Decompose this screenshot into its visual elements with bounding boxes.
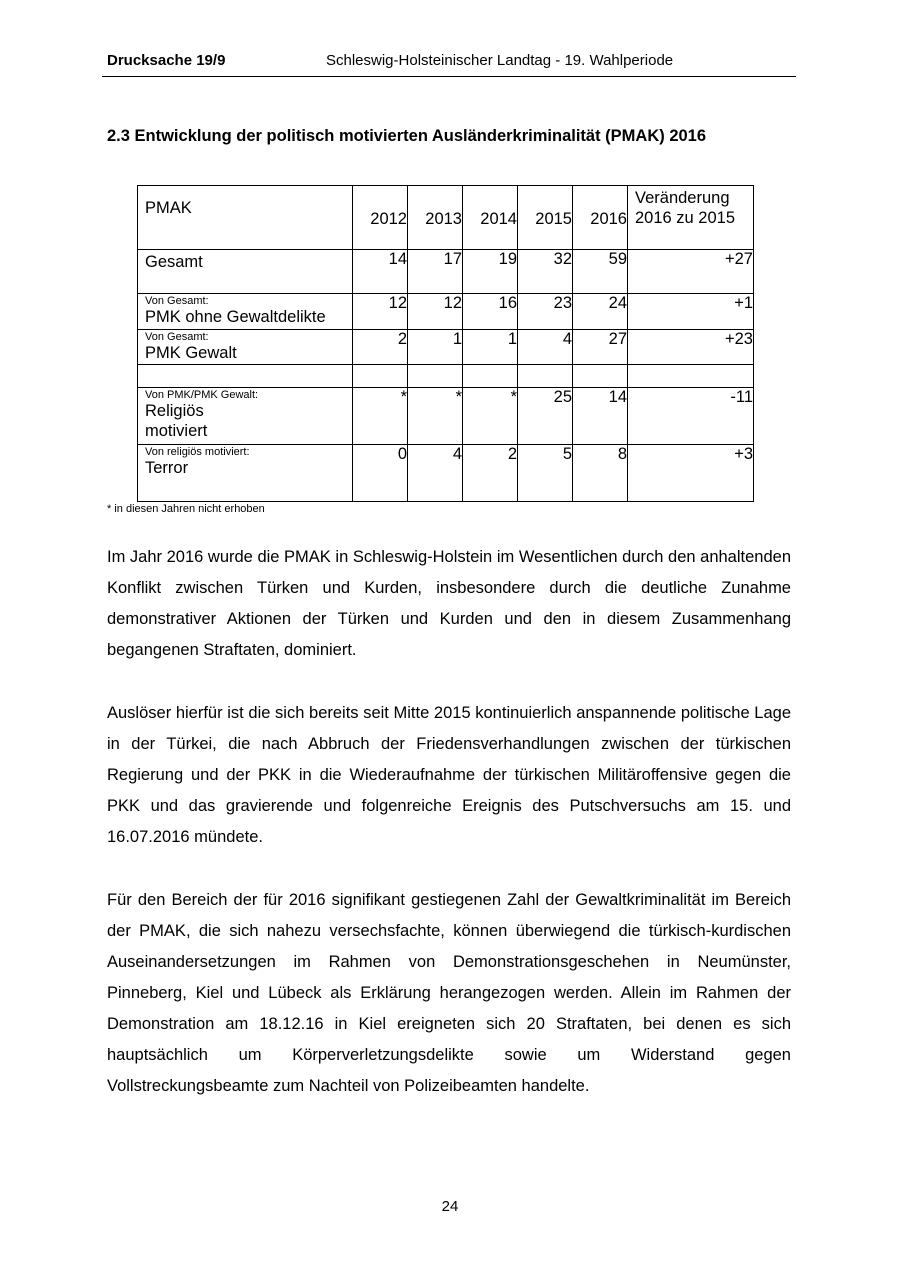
table-cell: 4 bbox=[518, 330, 573, 365]
empty-cell bbox=[408, 365, 463, 388]
table-spacer-row bbox=[138, 365, 754, 388]
row-label-cell bbox=[138, 330, 353, 365]
row-label-cell bbox=[138, 250, 353, 294]
table-cell: 2 bbox=[353, 330, 408, 365]
table-row bbox=[138, 330, 754, 365]
table-cell: 16 bbox=[463, 294, 518, 330]
table-cell: * bbox=[353, 388, 408, 445]
table-cell: 12 bbox=[353, 294, 408, 330]
empty-cell bbox=[463, 365, 518, 388]
table-cell: 27 bbox=[573, 330, 628, 365]
section-title: 2.3 Entwicklung der politisch motivierten Ausländerkriminalität (PMAK) 2016 bbox=[107, 127, 707, 145]
table-footnote: * in diesen Jahren nicht erhoben bbox=[107, 503, 265, 515]
empty-cell bbox=[518, 365, 573, 388]
change-header-line2: 2016 zu 2015 bbox=[635, 209, 736, 227]
row-label: motiviert bbox=[145, 422, 208, 440]
row-label-cell bbox=[138, 445, 353, 502]
table-row bbox=[138, 294, 754, 330]
change-cell: +23 bbox=[628, 330, 754, 365]
empty-cell bbox=[138, 365, 353, 388]
empty-cell bbox=[628, 365, 754, 388]
table-cell: 23 bbox=[518, 294, 573, 330]
row-label: Religiös bbox=[145, 402, 204, 420]
header-cell-year: 2013 bbox=[408, 186, 463, 250]
change-cell: +1 bbox=[628, 294, 754, 330]
table-cell: 14 bbox=[573, 388, 628, 445]
paragraph-1: Im Jahr 2016 wurde die PMAK in Schleswig-Holstein im Wesentlichen durch den anhaltenden Konflikt zwischen Türken und Kurden, insbesondere durch die deutliche Zunahme demonstrativer Aktionen der Türken und Kurden und den in diesem Zusammenhang begangenen Straftaten, dominiert. bbox=[107, 548, 791, 659]
table-cell: 17 bbox=[408, 250, 463, 294]
document-number: Drucksache 19/9 bbox=[107, 52, 226, 69]
page-header bbox=[102, 52, 796, 77]
change-cell: -11 bbox=[628, 388, 754, 445]
table-row bbox=[138, 250, 754, 294]
row-label: Terror bbox=[145, 459, 189, 477]
table-cell: 25 bbox=[518, 388, 573, 445]
table-cell: 2 bbox=[463, 445, 518, 502]
change-cell: +27 bbox=[628, 250, 754, 294]
table-cell: * bbox=[408, 388, 463, 445]
row-label: PMK Gewalt bbox=[145, 344, 237, 362]
row-prefix: Von religiös motiviert: bbox=[145, 446, 250, 458]
table-cell: 14 bbox=[353, 250, 408, 294]
pmak-table bbox=[137, 185, 754, 502]
table-cell: 12 bbox=[408, 294, 463, 330]
paragraph-3: Für den Bereich der für 2016 signifikant gestiegenen Zahl der Gewaltkriminalität im Bereich der PMAK, die sich nahezu versechsfachte, können überwiegend die türkisch-kurdischen Auseinandersetzungen im Rahmen von Demonstrationsgeschehen in Neumünster, Pinneberg, Kiel und Lübeck als Erklärung herangezogen werden. Allein im Rahmen der Demonstration am 18.12.16 in Kiel ereigneten sich 20 Straftaten, bei denen es sich hauptsächlich um Körperverletzungsdelikte sowie um Widerstand gegen Vollstreckungsbeamte zum Nachteil von Polizeibeamten handelte. bbox=[107, 891, 791, 1095]
row-prefix: Von Gesamt: bbox=[145, 295, 209, 307]
change-cell: +3 bbox=[628, 445, 754, 502]
table-row bbox=[138, 388, 754, 445]
table-cell: 5 bbox=[518, 445, 573, 502]
table-cell: 8 bbox=[573, 445, 628, 502]
row-label: Gesamt bbox=[145, 253, 203, 271]
header-cell-change bbox=[628, 186, 754, 250]
row-label: PMK ohne Gewaltdelikte bbox=[145, 308, 326, 326]
table-cell: 59 bbox=[573, 250, 628, 294]
header-cell-pmak bbox=[138, 186, 353, 250]
table-cell: 32 bbox=[518, 250, 573, 294]
table-header-row bbox=[138, 186, 754, 250]
table-cell: 24 bbox=[573, 294, 628, 330]
table-cell: 4 bbox=[408, 445, 463, 502]
header-title: Schleswig-Holsteinischer Landtag - 19. Wahlperiode bbox=[326, 52, 674, 69]
page-number: 24 bbox=[441, 1198, 459, 1215]
empty-cell bbox=[573, 365, 628, 388]
table-cell: 19 bbox=[463, 250, 518, 294]
row-label-cell bbox=[138, 294, 353, 330]
paragraph-2: Auslöser hierfür ist die sich bereits seit Mitte 2015 kontinuierlich anspannende politische Lage in der Türkei, die nach Abbruch der Friedensverhandlungen zwischen der türkischen Regierung und der PKK in die Wiederaufnahme der türkischen Militäroffensive gegen die PKK und das gravierende und folgenreiche Ereignis des Putschversuchs am 15. und 16.07.2016 mündete. bbox=[107, 704, 791, 846]
table-cell: 1 bbox=[463, 330, 518, 365]
row-prefix: Von Gesamt: bbox=[145, 331, 209, 343]
header-cell-year: 2014 bbox=[463, 186, 518, 250]
header-cell-year: 2015 bbox=[518, 186, 573, 250]
empty-cell bbox=[353, 365, 408, 388]
change-header-line1: Veränderung bbox=[635, 189, 730, 207]
table-cell: 0 bbox=[353, 445, 408, 502]
header-label: PMAK bbox=[145, 199, 192, 217]
table-cell: * bbox=[463, 388, 518, 445]
row-prefix: Von PMK/PMK Gewalt: bbox=[145, 389, 259, 401]
header-cell-year: 2016 bbox=[573, 186, 628, 250]
row-label-cell bbox=[138, 388, 353, 445]
table-row bbox=[138, 445, 754, 502]
table-cell: 1 bbox=[408, 330, 463, 365]
header-cell-year: 2012 bbox=[353, 186, 408, 250]
